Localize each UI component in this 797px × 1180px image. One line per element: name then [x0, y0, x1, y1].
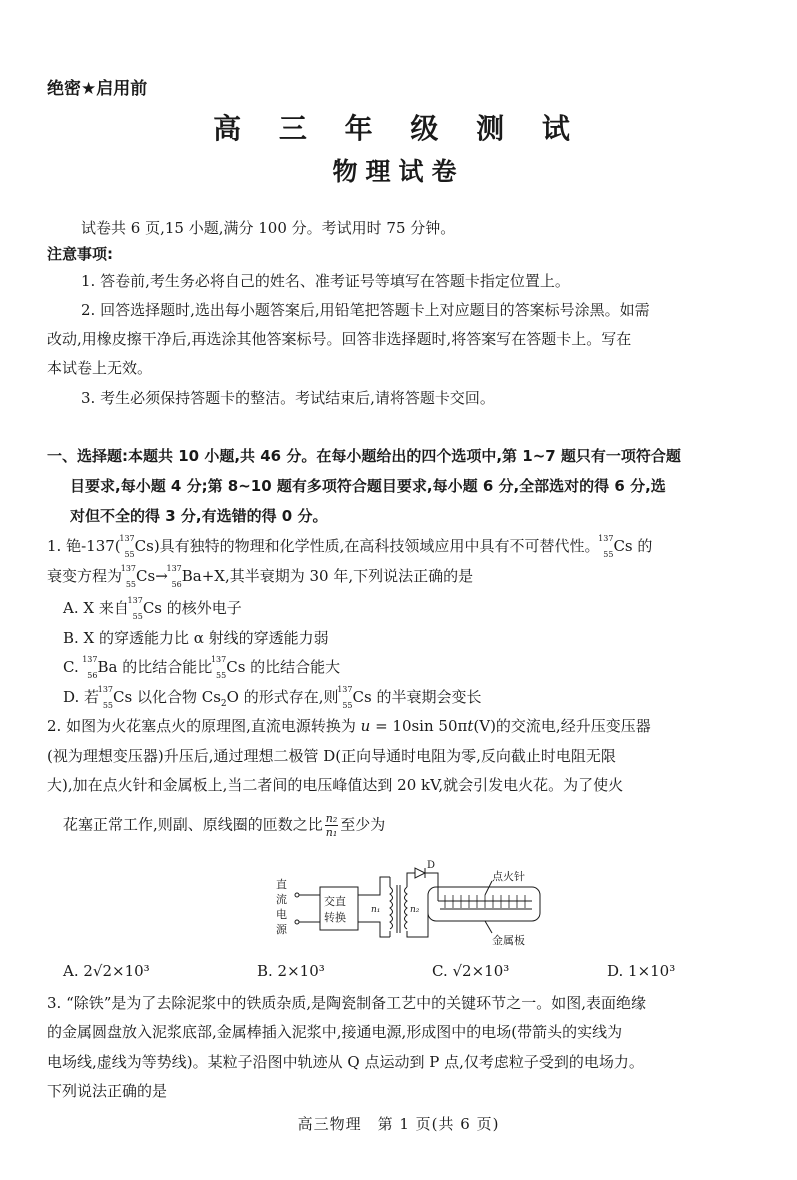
converter-label-1: 交直: [324, 895, 346, 908]
section-1-heading-line-1: 一、选择题:本题共 10 小题,共 46 分。在每小题给出的四个选项中,第 1~7 题只有一项符合题: [47, 447, 681, 465]
q2-option-a: A. 2√2×10³: [63, 962, 150, 980]
q3-stem-line-1: 3. “除铁”是为了去除泥浆中的铁质杂质,是陶瓷制备工艺中的关键环节之一。如图,表面绝缘: [47, 994, 646, 1012]
q2-option-c: C. √2×10³: [432, 962, 510, 980]
diode-symbol: [415, 868, 425, 878]
q3-stem-line-2: 的金属圆盘放入泥浆底部,金属棒插入泥浆中,接通电源,形成图中的电场(带箭头的实线为: [47, 1023, 623, 1041]
notice-heading: 注意事项:: [47, 245, 113, 263]
source-label-2: 流: [276, 893, 287, 906]
notice-item-2-line-3: 本试卷上无效。: [47, 359, 153, 377]
source-label-1: 直: [276, 878, 287, 891]
q3-stem-line-3: 电场线,虚线为等势线)。某粒子沿图中轨迹从 Q 点运动到 P 点,仅考虑粒子受到的电场力。: [47, 1053, 644, 1071]
q1-stem-line-1: 1. 铯-137( 137 55 Cs)具有独特的物理和化学性质,在高科技领域应用中具有不可替代性。 137 55 Cs 的: [47, 534, 653, 559]
secondary-wire-bottom: [407, 913, 428, 937]
n1-label: n₁: [371, 905, 381, 915]
cs137-nuclide: 137 55: [119, 534, 135, 559]
plate-label: 金属板: [492, 934, 525, 947]
needle-leader: [485, 881, 492, 895]
secondary-wire-top: [407, 873, 415, 887]
source-label-3: 电: [276, 908, 287, 921]
q2-option-d: D. 1×10³: [607, 962, 676, 980]
exam-subtitle: 物理试卷: [332, 157, 465, 186]
secondary-coil: [405, 887, 408, 929]
q1-option-a: A. X 来自 137 55 Cs 的核外电子: [63, 596, 242, 621]
spark-plug-circuit-diagram: [270, 855, 560, 950]
wires-left: [299, 895, 320, 922]
source-terminal-top: [295, 893, 299, 897]
q2-option-b: B. 2×10³: [257, 962, 325, 980]
q1-stem-line-2: 衰变方程为 137 55 Cs→ 137 56 Ba+X,其半衰期为 30 年,下列说法正确的是: [47, 564, 474, 589]
turns-ratio-fraction: $\frac{\text{n₂}}{\text{n₁}}$: [325, 812, 338, 839]
q1-option-d: D. 若 137 55 Cs 以化合物 $Cs_2O$ 的形式存在,则 137 55 Cs 的半衰期会变长: [63, 685, 482, 710]
notice-item-2-line-1: 2. 回答选择题时,选出每小题答案后,用铅笔把答题卡上对应题目的答案标号涂黑。如需: [81, 301, 650, 319]
q1-option-c: C. 137 56 Ba 的比结合能比 137 55 Cs 的比结合能大: [63, 655, 341, 680]
needle-label: 点火针: [492, 870, 525, 883]
section-1-heading-line-2: 目要求,每小题 4 分;第 8~10 题有多项符合题目要求,每小题 6 分,全部选对的得 6 分,选: [70, 477, 666, 495]
page-footer: 高三物理 第 1 页(共 6 页): [297, 1115, 500, 1133]
q1-option-b: B. X 的穿透能力比 α 射线的穿透能力弱: [63, 629, 329, 647]
q2-stem-line-4: 花塞正常工作,则副、原线圈的匝数之比 $\frac{\text{n₂}}{\text{n₁}}$ 至少为: [63, 812, 386, 839]
notice-item-3: 3. 考生必须保持答题卡的整洁。考试结束后,请将答题卡交回。: [81, 389, 495, 407]
exam-title: 高 三 年 级 测 试: [213, 112, 584, 145]
converter-label-2: 转换: [324, 911, 346, 924]
section-1-heading-line-3: 对但不全的得 3 分,有选错的得 0 分。: [70, 507, 328, 525]
source-label-4: 源: [276, 923, 287, 936]
source-terminal-bottom: [295, 920, 299, 924]
q2-stem-line-3: 大),加在点火针和金属板上,当二者间的电压峰值达到 20 kV,就会引发电火花。为了使火: [47, 776, 624, 794]
confidential-mark: 绝密★启用前: [47, 79, 148, 99]
notice-item-1: 1. 答卷前,考生务必将自己的姓名、准考证号等填写在答题卡指定位置上。: [81, 272, 570, 290]
diode-label: D: [427, 860, 436, 871]
plate-leader: [485, 921, 492, 933]
n2-label: n₂: [410, 905, 420, 915]
q2-stem-line-1: 2. 如图为火花塞点火的原理图,直流电源转换为 u = 10sin 50πt(V)的交流电,经升压变压器: [47, 717, 651, 735]
q3-stem-line-4: 下列说法正确的是: [47, 1082, 168, 1100]
notice-item-2-line-2: 改动,用橡皮擦干净后,再选涂其他答案标号。回答非选择题时,将答案写在答题卡上。写在: [47, 330, 632, 348]
intro-text: 试卷共 6 页,15 小题,满分 100 分。考试用时 75 分钟。: [81, 219, 456, 237]
q2-stem-line-2: (视为理想变压器)升压后,通过理想二极管 D(正向导通时电阻为零,反向截止时电阻无限: [47, 747, 616, 765]
primary-coil: [390, 887, 393, 929]
